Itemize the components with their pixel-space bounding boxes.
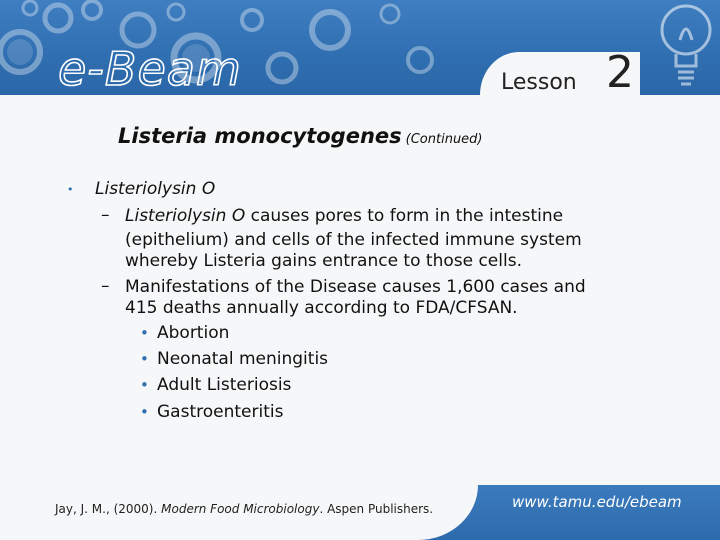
bullet-marker: • <box>140 376 149 394</box>
sub1-text: causes pores to form in the intestine <box>245 206 564 226</box>
ref-author: Jay, J. M., (2000). <box>55 502 162 516</box>
sub2-line2: 415 deaths annually according to FDA/CFSAN. <box>125 298 518 318</box>
reference-citation <box>55 502 433 516</box>
lesson-label: Lesson <box>501 70 577 95</box>
dash-marker: – <box>101 205 110 225</box>
title-main: Listeria monocytogenes <box>118 124 402 148</box>
title-note: (Continued) <box>405 132 483 147</box>
sub2-line1: Manifestations of the Disease causes 1,600 cases and <box>125 277 586 297</box>
ref-title: Modern Food Microbiology <box>161 502 320 516</box>
list-item-abortion: Abortion <box>157 323 230 343</box>
bullet-marker: • <box>140 403 149 421</box>
slide-title <box>118 124 483 148</box>
list-item-meningitis: Neonatal meningitis <box>157 349 329 369</box>
lesson-number: 2 <box>606 47 634 98</box>
brand-logo: e-Beam <box>58 42 242 95</box>
bullet-marker: • <box>67 183 74 196</box>
dash-marker: – <box>101 276 110 296</box>
sub1-line3: whereby Listeria gains entrance to those cells. <box>125 251 522 271</box>
ref-publisher: . Aspen Publishers. <box>319 502 434 516</box>
sub1-line1 <box>125 206 563 226</box>
bullet-marker: • <box>140 350 149 368</box>
lightbulb-icon <box>636 0 720 95</box>
footer-url-link[interactable]: www.tamu.edu/ebeam <box>512 493 682 511</box>
sub1-line2: (epithelium) and cells of the infected immune system <box>125 230 582 250</box>
bullet-listeriolysin: Listeriolysin O <box>95 179 216 199</box>
bullet-marker: • <box>140 324 149 342</box>
list-item-gastroenteritis: Gastroenteritis <box>157 402 284 422</box>
list-item-listeriosis: Adult Listeriosis <box>157 375 292 395</box>
sub1-term: Listeriolysin O <box>125 206 246 226</box>
